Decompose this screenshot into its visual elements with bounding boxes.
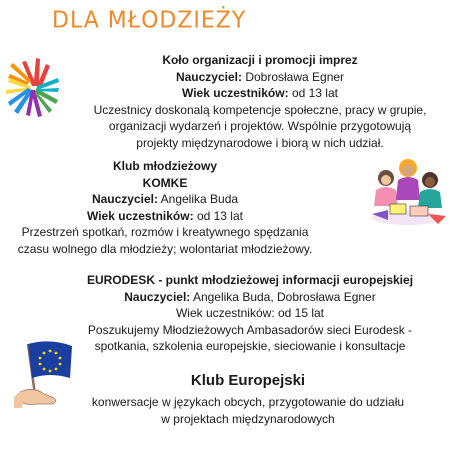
teacher-value: Angelika Buda — [160, 192, 239, 206]
teacher-label: Nauczyciel: — [124, 289, 191, 304]
colorful-hands-icon — [4, 56, 60, 118]
description-line: konwersacje w językach obcych, przygotowanie do udziału — [91, 395, 405, 409]
description-line: w projektach międzynarodowych — [161, 411, 335, 426]
section-klub-europejski — [70, 372, 426, 427]
eu-flag-icon — [14, 338, 76, 412]
description-line: projekty międzynarodowe i biorą w nich udział. — [136, 135, 384, 150]
teacher-line — [80, 69, 440, 86]
youth-group-illustration — [368, 156, 448, 228]
description-line: czasu wolnego dla młodzieży; wolontariat młodzieżowy. — [17, 241, 313, 256]
age-value: od 13 lat — [291, 86, 338, 100]
section-kolo-organizacji — [80, 52, 440, 151]
description-line: Poszukujemy Młodzieżowych Ambasadorów sieci Eurodesk - — [87, 322, 413, 337]
description-line: spotkania, szkolenia europejskie, sieciowanie i konsultacje — [94, 339, 406, 353]
teacher-value: Dobrosława Egner — [245, 69, 345, 84]
age-line: Wiek uczestników: od 15 lat — [175, 306, 325, 320]
page-title: DLA MŁODZIEŻY — [52, 7, 247, 34]
section-eurodesk — [50, 272, 450, 355]
description-line: Uczestnicy doskonalą kompetencje społeczne, pracy w grupie, — [93, 102, 427, 117]
section-heading: EURODESK - punkt młodzieżowej informacji europejskiej — [86, 273, 414, 287]
teacher-value: Angelika Buda, Dobrosława Egner — [192, 289, 376, 304]
section-subheading: KOMKE — [142, 175, 188, 190]
section-heading: Koło organizacji i promocji imprez — [162, 53, 358, 67]
age-label: Wiek uczestników: — [182, 86, 289, 100]
teacher-label: Nauczyciel: — [175, 69, 242, 84]
age-label: Wiek uczestników: — [87, 208, 194, 223]
teacher-line — [50, 289, 450, 306]
age-value: od 13 lat — [196, 208, 243, 223]
teacher-line — [0, 191, 338, 208]
section-heading: Klub Europejski — [190, 372, 306, 389]
description-line: organizacji wydarzeń i projektów. Wspólnie przygotowują — [108, 119, 412, 133]
teacher-label: Nauczyciel: — [91, 192, 158, 206]
age-line — [0, 208, 338, 225]
age-line — [80, 85, 440, 102]
section-heading: Klub młodzieżowy — [112, 159, 217, 173]
description-line: Przestrzeń spotkań, rozmów i kreatywnego spędzania — [21, 225, 309, 239]
section-klub-mlodziezowy — [0, 158, 338, 257]
